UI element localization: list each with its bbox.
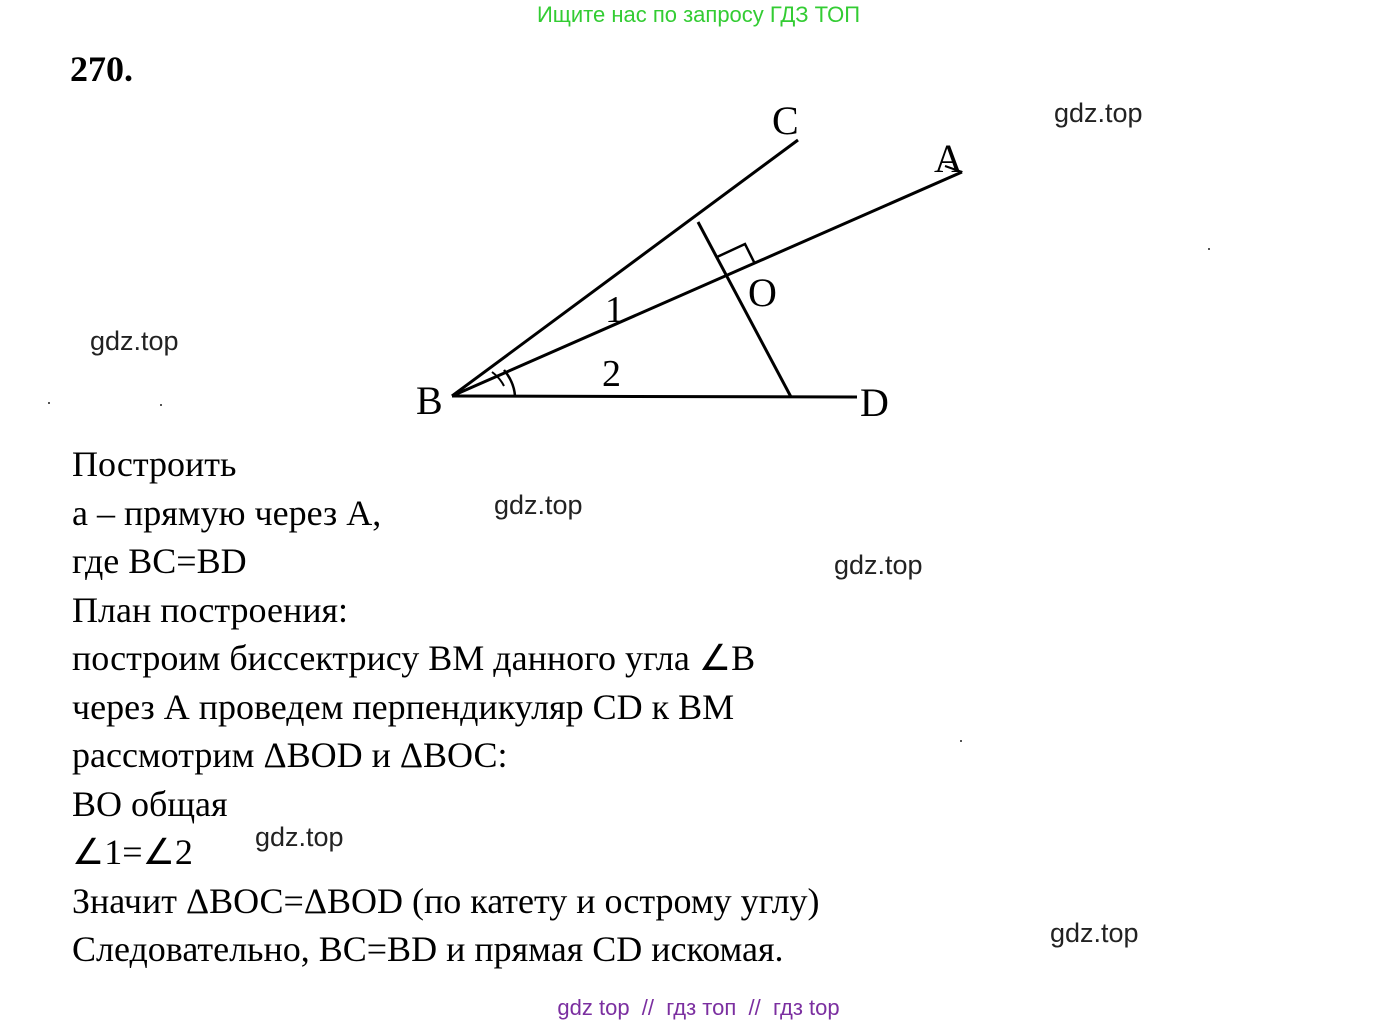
label-b: B — [416, 378, 443, 423]
solution-line: через А проведем перпендикуляр CD к ВМ — [72, 686, 735, 727]
solution-text — [72, 440, 820, 974]
watermark: gdz.top — [1054, 98, 1143, 128]
solution-line: где ВС=BD — [72, 541, 247, 581]
watermark: gdz.top — [90, 326, 179, 356]
watermark: gdz.top — [494, 490, 583, 520]
label-a: A — [934, 136, 963, 181]
label-c: C — [772, 98, 799, 143]
solution-line: ВО общая — [72, 783, 228, 824]
segment-bd — [452, 396, 857, 397]
label-angle-2: 2 — [602, 353, 621, 395]
geometry-figure — [0, 0, 1397, 440]
solution-line: ∠1=∠2 — [72, 832, 193, 872]
header-banner: Ищите нас по запросу ГДЗ ТОП — [536, 2, 861, 27]
scan-speck — [48, 402, 50, 404]
solution-line: Построить — [72, 444, 237, 484]
watermark: gdz.top — [834, 550, 923, 580]
label-o: O — [748, 270, 777, 315]
perpendicular-line — [698, 222, 791, 397]
solution-line: Следовательно, ВС=BD и прямая CD искомая. — [72, 929, 784, 969]
footer-banner: gdz top // гдз топ // гдз top — [557, 995, 840, 1020]
right-angle-marker — [717, 244, 755, 264]
scan-speck — [960, 740, 962, 742]
solution-line: рассмотрим ΔBOD и ΔВОС: — [72, 735, 508, 775]
scan-speck — [1208, 248, 1210, 250]
watermark: gdz.top — [255, 822, 344, 852]
angle-arc — [504, 370, 515, 396]
problem-number: 270. — [70, 49, 133, 89]
label-angle-1: 1 — [605, 289, 624, 331]
scan-speck — [160, 404, 162, 406]
solution-line: Значит ΔВОС=ΔBOD (по катету и острому углу) — [72, 880, 820, 921]
watermark: gdz.top — [1050, 918, 1139, 948]
solution-line: а – прямую через А, — [72, 492, 382, 533]
label-d: D — [860, 380, 889, 425]
solution-line: План построения: — [72, 589, 349, 630]
solution-line: построим биссектрису ВМ данного угла ∠В — [72, 638, 756, 678]
